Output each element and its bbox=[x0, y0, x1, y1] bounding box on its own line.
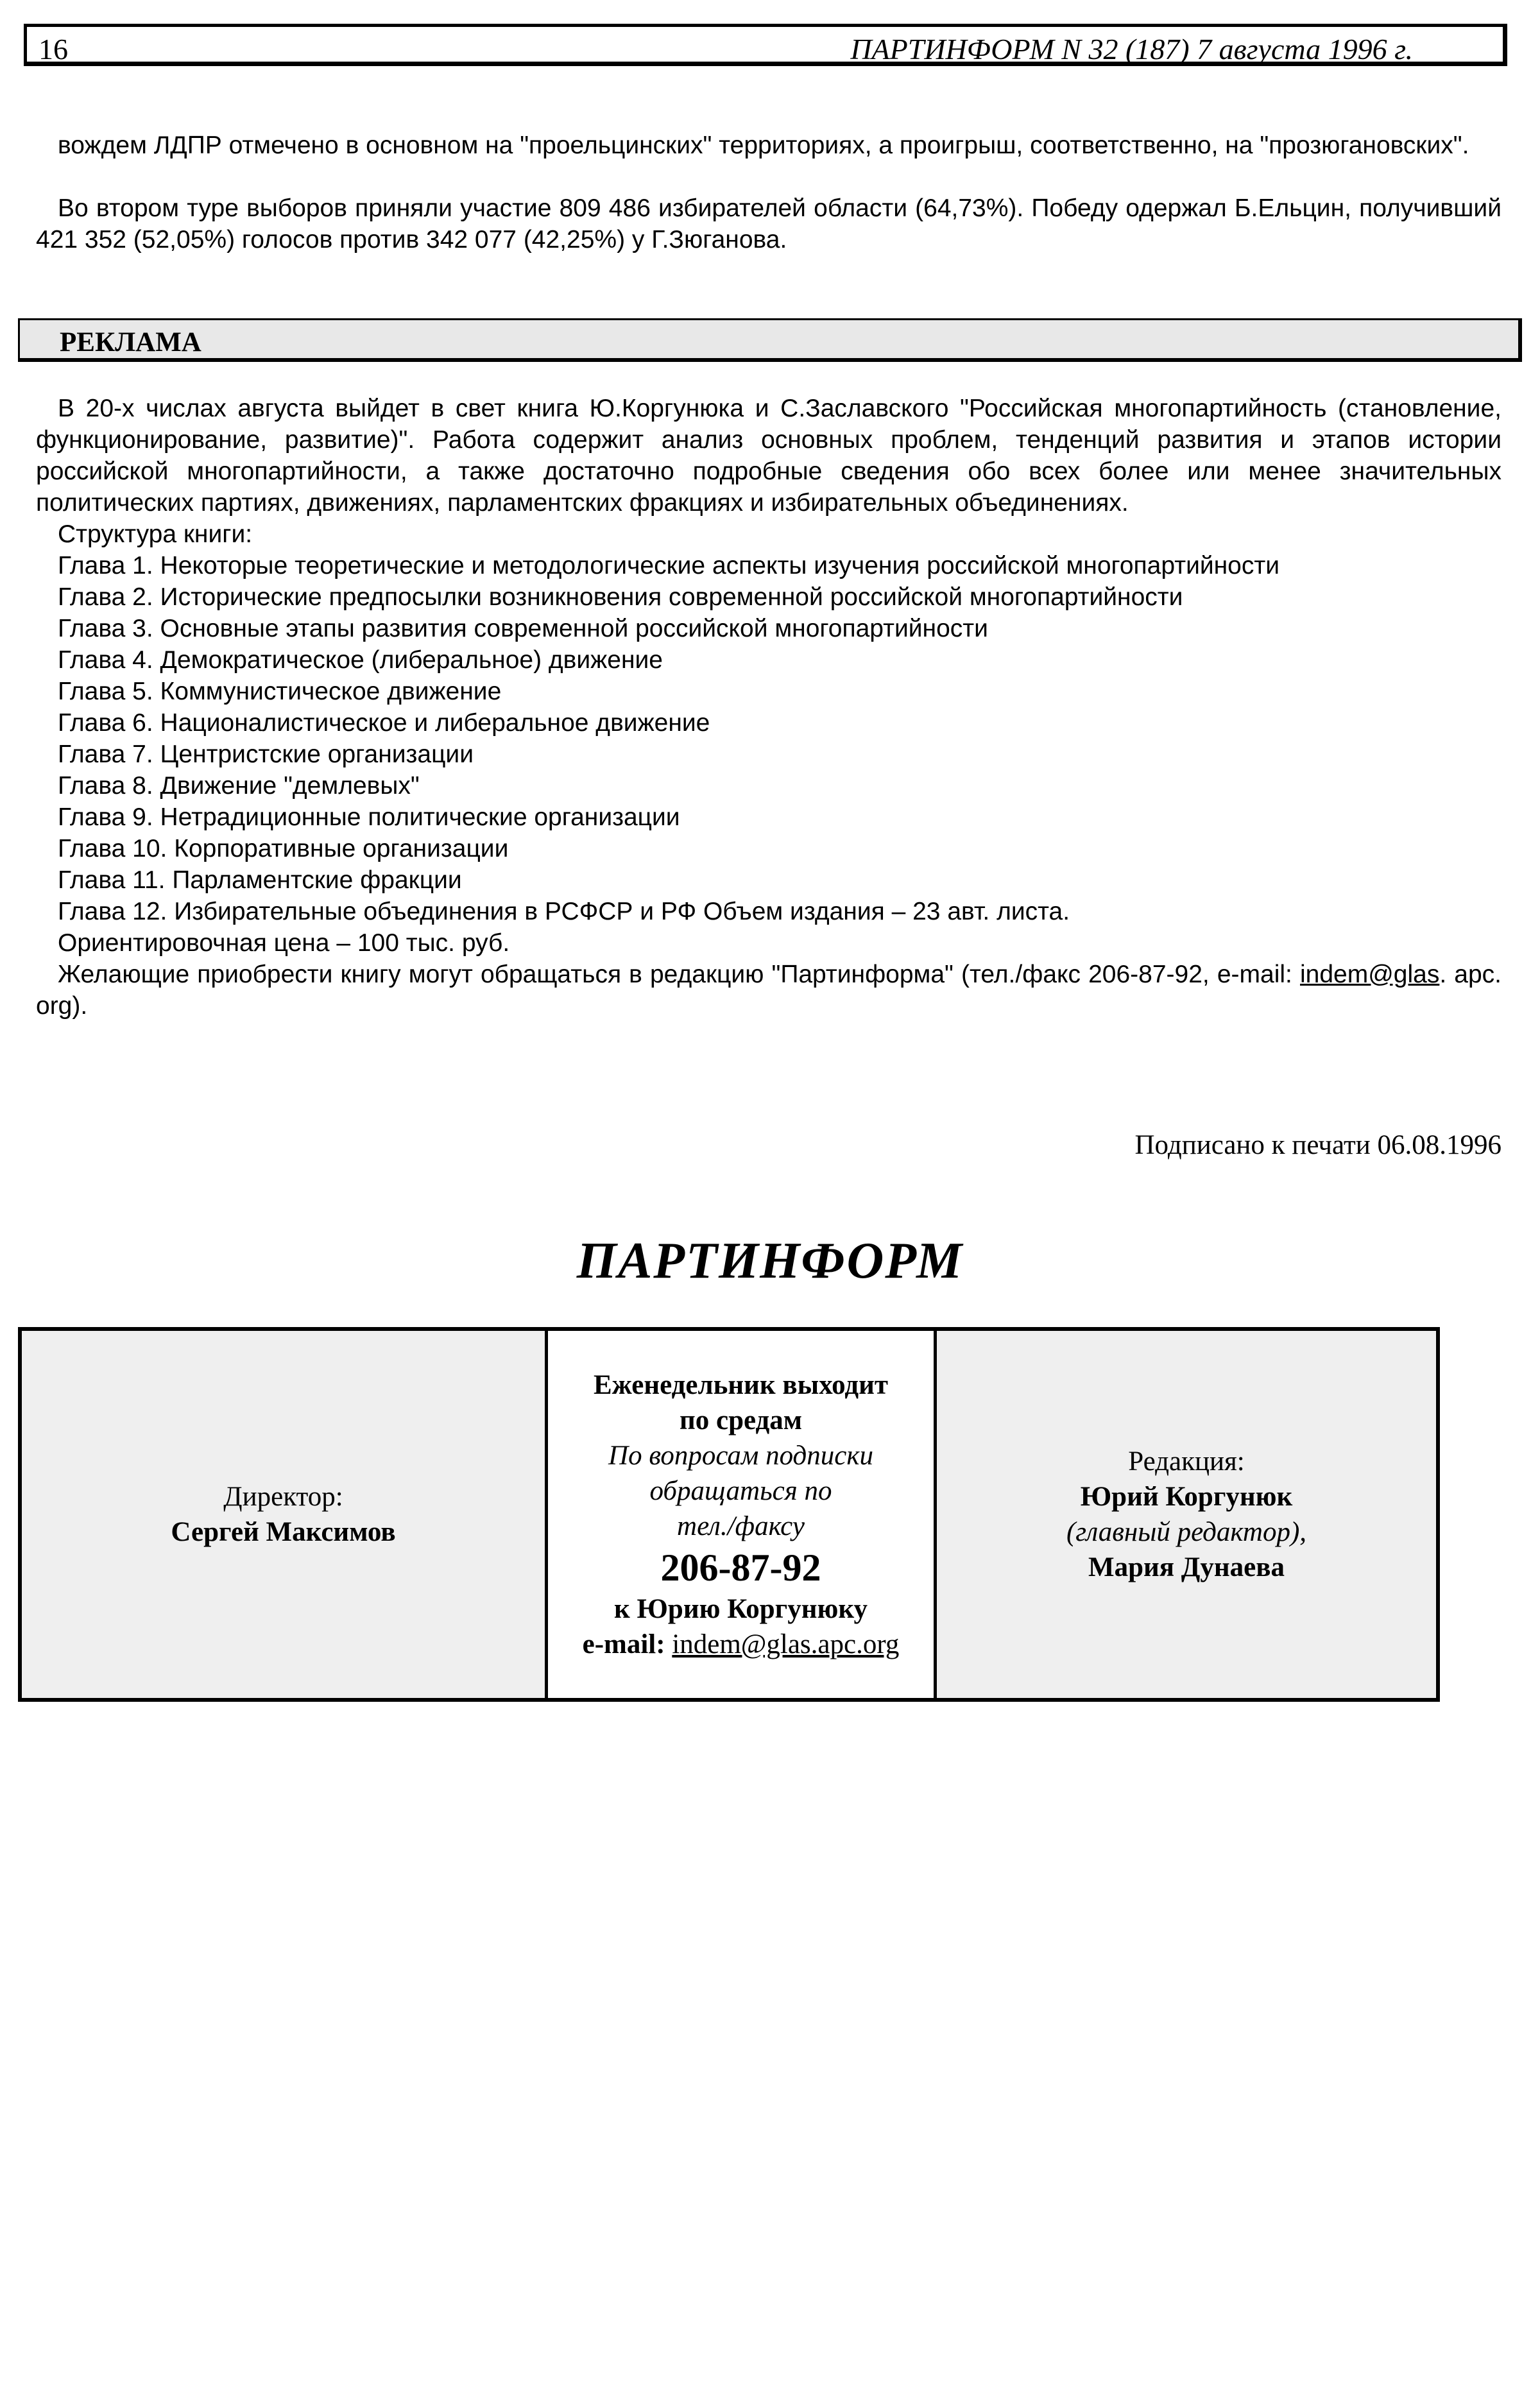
ad-paragraph: В 20-х числах августа выйдет в свет книга Ю.Коргунюка и С.Заславского "Российская многопартийность (становление, функционирование, развитие)". Работа содержит анализ основных проблем, тенденций развития и этапов истории российской многопартийности, а также достаточно подробные сведения обо всех более или менее значительных политических партиях, движениях, парламентских фракциях и избирательных объединениях. bbox=[36, 395, 1502, 517]
ad-body bbox=[36, 393, 1502, 1022]
email-link[interactable]: indem@glas bbox=[1299, 961, 1440, 988]
intro-paragraph-2: Во втором туре выборов приняли участие 809 486 избирателей области (64,73%). Победу одержал Б.Ельцин, получивший 421 352 (52,05%) голосов против 342 077 (42,25%) у Г.Зюганова. bbox=[36, 194, 1502, 253]
info-table bbox=[18, 1327, 1440, 1702]
section-title: РЕКЛАМА bbox=[60, 327, 201, 357]
email-line bbox=[583, 1627, 900, 1662]
chapter-item: Глава 8. Движение "демлевых" bbox=[58, 772, 420, 800]
subscription-line-2: обращаться по bbox=[649, 1475, 832, 1506]
issue-info: ПАРТИНФОРМ N 32 (187) 7 августа 1996 г. bbox=[850, 33, 1413, 65]
chapter-item: Глава 11. Парламентские фракции bbox=[58, 866, 462, 894]
chapter-item: Глава 3. Основные этапы развития современной российской многопартийности bbox=[58, 615, 988, 642]
director-label: Директор: bbox=[223, 1482, 343, 1512]
editor-role: (главный редактор), bbox=[1066, 1517, 1307, 1547]
weekly-line-1: Еженедельник выходит bbox=[593, 1369, 889, 1400]
subscription-line-3: тел./факсу bbox=[677, 1511, 805, 1541]
chapter-item: Глава 7. Центристские организации bbox=[58, 741, 474, 768]
intro-paragraph-1: вождем ЛДПР отмечено в основном на "проельцинских" территориях, а проигрыш, соответственно, на "прозюгановских". bbox=[58, 132, 1469, 159]
signed-date: Подписано к печати 06.08.1996 bbox=[1134, 1130, 1502, 1160]
page-header bbox=[24, 24, 1507, 66]
chapter-item: Глава 1. Некоторые теоретические и методологические аспекты изучения российской многопартийности bbox=[58, 552, 1280, 579]
subscription-line-1: По вопросам подписки bbox=[608, 1440, 873, 1471]
contact-tail: . apc. org). bbox=[36, 961, 1502, 1020]
email-address[interactable]: indem@glas.apc.org bbox=[672, 1629, 900, 1659]
chapter-item: Глава 2. Исторические предпосылки возникновения современной российской многопартийности bbox=[58, 583, 1183, 611]
page-number: 16 bbox=[38, 33, 68, 65]
contact-paragraph bbox=[36, 959, 1502, 1022]
director-cell bbox=[22, 1331, 548, 1698]
chapter-item: Глава 12. Избирательные объединения в РСФСР и РФ Объем издания – 23 авт. листа. bbox=[58, 898, 1070, 925]
editor-name: Юрий Коргунюк bbox=[1080, 1482, 1293, 1512]
contact-text: Желающие приобрести книгу могут обращаться в редакцию "Партинформа" (тел./факс 206-87-92, e-mail: bbox=[58, 961, 1292, 988]
chapter-item: Глава 6. Националистическое и либеральное движение bbox=[58, 709, 710, 737]
section-header bbox=[18, 318, 1522, 362]
chapter-item: Глава 5. Коммунистическое движение bbox=[58, 678, 502, 705]
chapter-item: Глава 10. Корпоративные организации bbox=[58, 835, 509, 862]
chapter-item: Глава 4. Демократическое (либеральное) движение bbox=[58, 646, 663, 674]
editor2-name: Мария Дунаева bbox=[1088, 1552, 1285, 1582]
chapter-item: Глава 9. Нетрадиционные политические организации bbox=[58, 803, 680, 831]
director-name: Сергей Максимов bbox=[171, 1517, 396, 1547]
price-line: Ориентировочная цена – 100 тыс. руб. bbox=[58, 929, 510, 957]
phone-number: 206-87-92 bbox=[660, 1546, 821, 1589]
contact-person: к Юрию Коргунюку bbox=[613, 1593, 868, 1624]
email-label: e-mail: bbox=[582, 1629, 665, 1659]
editorial-cell bbox=[937, 1331, 1436, 1698]
masthead-title: ПАРТИНФОРМ bbox=[576, 1233, 964, 1289]
structure-label: Структура книги: bbox=[58, 520, 253, 548]
weekly-line-2: по средам bbox=[679, 1405, 803, 1435]
subscription-cell bbox=[548, 1331, 937, 1698]
editorial-label: Редакция: bbox=[1128, 1446, 1245, 1477]
